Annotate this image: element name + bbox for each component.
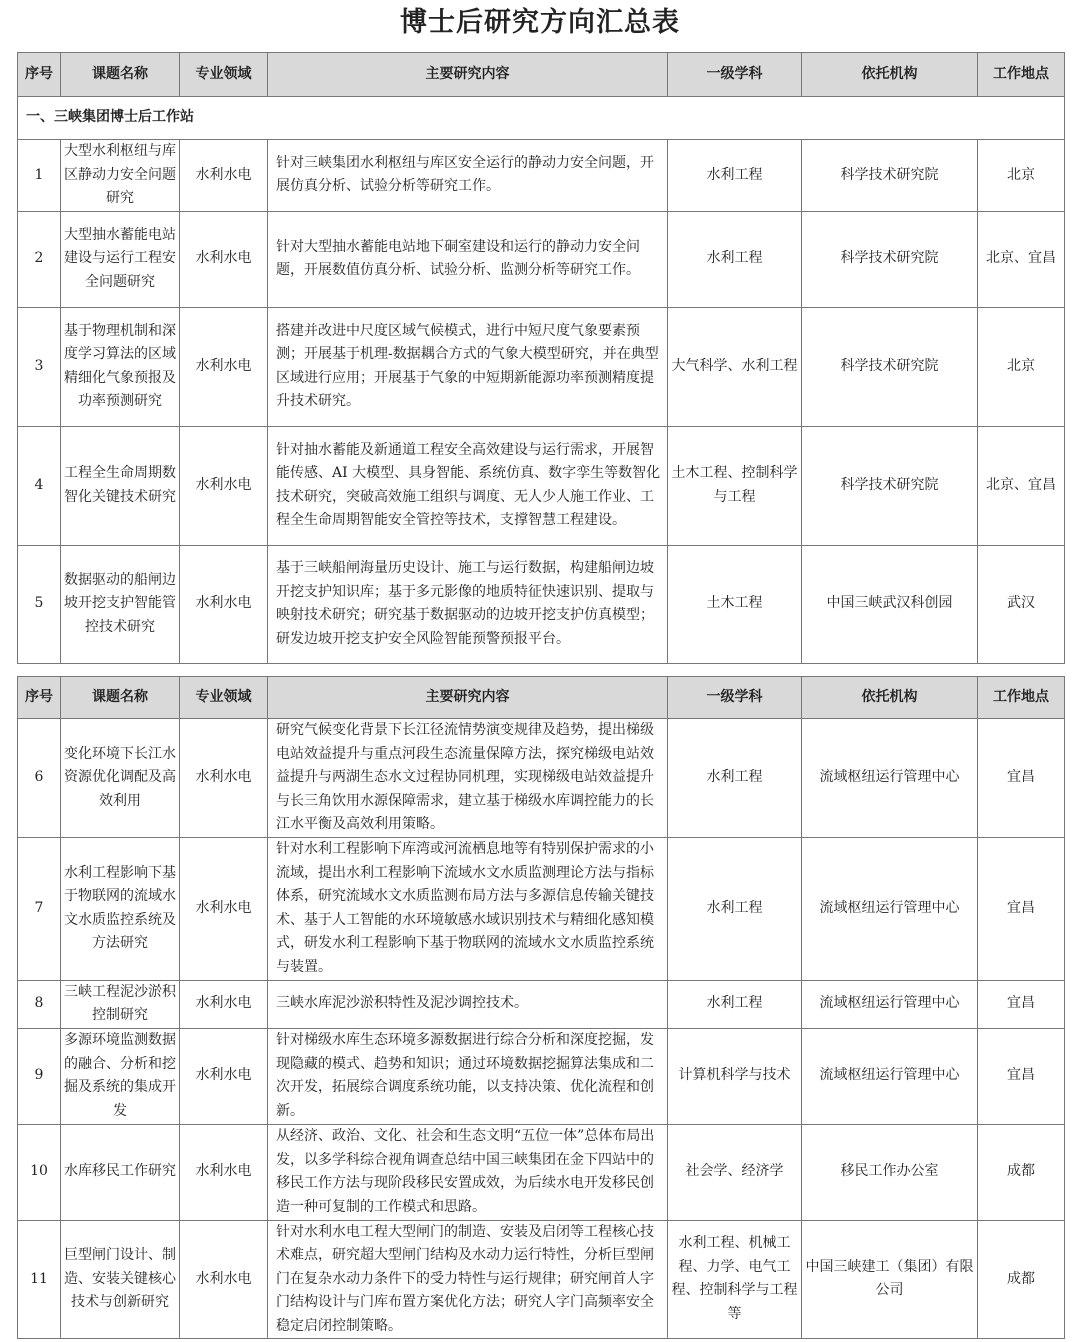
cell-org: 流域枢纽运行管理中心 <box>802 980 978 1028</box>
header-no: 序号 <box>18 53 61 97</box>
cell-topic: 变化环境下长江水资源优化调配及高效利用 <box>61 719 180 838</box>
header-content: 主要研究内容 <box>268 677 668 719</box>
cell-field: 水利水电 <box>180 307 268 426</box>
section-row <box>18 97 1065 140</box>
cell-discipline: 大气科学、水利工程 <box>668 307 802 426</box>
cell-location: 武汉 <box>978 545 1065 663</box>
cell-topic: 水利工程影响下基于物联网的流域水文水质监控系统及方法研究 <box>61 837 180 980</box>
header-discipline: 一级学科 <box>668 53 802 97</box>
header-topic: 课题名称 <box>61 677 180 719</box>
cell-field: 水利水电 <box>180 980 268 1028</box>
header-field: 专业领域 <box>180 53 268 97</box>
cell-topic: 多源环境监测数据的融合、分析和挖掘及系统的集成开发 <box>61 1028 180 1124</box>
cell-content: 基于三峡船闸海量历史设计、施工与运行数据，构建船闸边坡开挖支护知识库；基于多元影像的地质特征快速识别、提取与映射技术研究；研究基于数据驱动的边坡开挖支护仿真模型；研发边坡开挖支护安全风险智能预警预报平台。 <box>268 545 668 663</box>
research-table-2 <box>17 676 1065 1339</box>
cell-field: 水利水电 <box>180 545 268 663</box>
cell-topic: 数据驱动的船闸边坡开挖支护智能管控技术研究 <box>61 545 180 663</box>
cell-org: 科学技术研究院 <box>802 140 978 212</box>
cell-field: 水利水电 <box>180 1028 268 1124</box>
cell-topic: 三峡工程泥沙淤积控制研究 <box>61 980 180 1028</box>
cell-location: 宜昌 <box>978 719 1065 838</box>
cell-content: 针对水利工程影响下库湾或河流栖息地等有特别保护需求的小流域，提出水利工程影响下流域水文水质监测理论方法与指标体系，研究流域水文水质监测布局方法与多源信息传输关键技术、基于人工智能的水环境敏感水域识别技术与精细化感知模式，研发水利工程影响下基于物联网的流域水文水质监控系统与装置。 <box>268 837 668 980</box>
cell-no: 6 <box>18 719 61 838</box>
cell-location: 北京 <box>978 307 1065 426</box>
cell-no: 3 <box>18 307 61 426</box>
cell-no: 10 <box>18 1124 61 1220</box>
cell-topic: 大型水利枢纽与库区静动力安全问题研究 <box>61 140 180 212</box>
research-table-1 <box>17 52 1065 664</box>
cell-content: 针对水利水电工程大型闸门的制造、安装及启闭等工程核心技术难点，研究超大型闸门结构及水动力运行特性，分析巨型闸门在复杂水动力条件下的受力特性与运行规律；研究闸首人字门结构设计与门库布置方案优化方法；研究人字门高频率安全稳定启闭控制策略。 <box>268 1220 668 1339</box>
cell-topic: 工程全生命周期数智化关键技术研究 <box>61 426 180 545</box>
header-no: 序号 <box>18 677 61 719</box>
cell-no: 4 <box>18 426 61 545</box>
table-header-row <box>18 677 1065 719</box>
cell-content: 研究气候变化背景下长江径流情势演变规律及趋势，提出梯级电站效益提升与重点河段生态流量保障方法，探究梯级电站效益提升与两湖生态水文过程协同机理，实现梯级电站效益提升与长三角饮用水源保障需求，建立基于梯级水库调控能力的长江水平衡及高效利用策略。 <box>268 719 668 838</box>
table-row <box>18 1220 1065 1339</box>
cell-content: 针对梯级水库生态环境多源数据进行综合分析和深度挖掘，发现隐藏的模式、趋势和知识；通过环境数据挖掘算法集成和二次开发，拓展综合调度系统功能，以支持决策、优化流程和创新。 <box>268 1028 668 1124</box>
cell-field: 水利水电 <box>180 1220 268 1339</box>
cell-topic: 基于物理机制和深度学习算法的区域精细化气象预报及功率预测研究 <box>61 307 180 426</box>
cell-location: 宜昌 <box>978 980 1065 1028</box>
cell-field: 水利水电 <box>180 719 268 838</box>
cell-topic: 大型抽水蓄能电站建设与运行工程安全问题研究 <box>61 211 180 307</box>
cell-org: 流域枢纽运行管理中心 <box>802 837 978 980</box>
header-org: 依托机构 <box>802 53 978 97</box>
table-row <box>18 837 1065 980</box>
table-row <box>18 1028 1065 1124</box>
cell-no: 8 <box>18 980 61 1028</box>
page-title: 博士后研究方向汇总表 <box>400 7 680 38</box>
header-org: 依托机构 <box>802 677 978 719</box>
cell-no: 1 <box>18 140 61 212</box>
cell-field: 水利水电 <box>180 837 268 980</box>
cell-discipline: 土木工程 <box>668 545 802 663</box>
cell-location: 成都 <box>978 1220 1065 1339</box>
header-content: 主要研究内容 <box>268 53 668 97</box>
cell-field: 水利水电 <box>180 140 268 212</box>
cell-discipline: 土木工程、控制科学与工程 <box>668 426 802 545</box>
table-row <box>18 426 1065 545</box>
cell-content: 搭建并改进中尺度区域气候模式，进行中短尺度气象要素预测；开展基于机理-数据耦合方式的气象大模型研究，并在典型区域进行应用；开展基于气象的中短期新能源功率预测精度提升技术研究。 <box>268 307 668 426</box>
cell-org: 科学技术研究院 <box>802 307 978 426</box>
cell-org: 中国三峡建工（集团）有限公司 <box>802 1220 978 1339</box>
table-row <box>18 307 1065 426</box>
cell-field: 水利水电 <box>180 426 268 545</box>
cell-location: 北京、宜昌 <box>978 211 1065 307</box>
cell-field: 水利水电 <box>180 1124 268 1220</box>
table-row <box>18 211 1065 307</box>
table-row <box>18 140 1065 212</box>
cell-content: 针对大型抽水蓄能电站地下硐室建设和运行的静动力安全问题，开展数值仿真分析、试验分析、监测分析等研究工作。 <box>268 211 668 307</box>
cell-no: 7 <box>18 837 61 980</box>
cell-discipline: 社会学、经济学 <box>668 1124 802 1220</box>
header-field: 专业领域 <box>180 677 268 719</box>
header-location: 工作地点 <box>978 677 1065 719</box>
cell-location: 成都 <box>978 1124 1065 1220</box>
header-topic: 课题名称 <box>61 53 180 97</box>
cell-discipline: 水利工程 <box>668 980 802 1028</box>
table-row <box>18 1124 1065 1220</box>
cell-content: 从经济、政治、文化、社会和生态文明“五位一体”总体布局出发，以多学科综合视角调查总结中国三峡集团在金下四站中的移民工作方法与现阶段移民安置成效，为后续水电开发移民创造一种可复制的工作模式和思路。 <box>268 1124 668 1220</box>
cell-discipline: 水利工程、机械工程、力学、电气工程、控制科学与工程等 <box>668 1220 802 1339</box>
cell-topic: 水库移民工作研究 <box>61 1124 180 1220</box>
cell-discipline: 水利工程 <box>668 140 802 212</box>
cell-location: 北京、宜昌 <box>978 426 1065 545</box>
cell-no: 5 <box>18 545 61 663</box>
cell-no: 9 <box>18 1028 61 1124</box>
cell-location: 宜昌 <box>978 837 1065 980</box>
cell-discipline: 水利工程 <box>668 837 802 980</box>
cell-content: 针对抽水蓄能及新通道工程安全高效建设与运行需求，开展智能传感、AI 大模型、具身智能、系统仿真、数字孪生等数智化技术研究，突破高效施工组织与调度、无人少人施工作业、工程全生命周期智能安全管控等技术，支撑智慧工程建设。 <box>268 426 668 545</box>
section-title: 一、三峡集团博士后工作站 <box>18 97 1065 140</box>
cell-org: 移民工作办公室 <box>802 1124 978 1220</box>
cell-content: 针对三峡集团水利枢纽与库区安全运行的静动力安全问题，开展仿真分析、试验分析等研究工作。 <box>268 140 668 212</box>
cell-location: 宜昌 <box>978 1028 1065 1124</box>
cell-no: 11 <box>18 1220 61 1339</box>
table-row <box>18 980 1065 1028</box>
table-row <box>18 719 1065 838</box>
cell-org: 中国三峡武汉科创园 <box>802 545 978 663</box>
table-header-row <box>18 53 1065 97</box>
cell-discipline: 计算机科学与技术 <box>668 1028 802 1124</box>
cell-org: 流域枢纽运行管理中心 <box>802 719 978 838</box>
header-location: 工作地点 <box>978 53 1065 97</box>
cell-org: 流域枢纽运行管理中心 <box>802 1028 978 1124</box>
cell-org: 科学技术研究院 <box>802 211 978 307</box>
header-discipline: 一级学科 <box>668 677 802 719</box>
table-row <box>18 545 1065 663</box>
cell-field: 水利水电 <box>180 211 268 307</box>
cell-content: 三峡水库泥沙淤积特性及泥沙调控技术。 <box>268 980 668 1028</box>
cell-discipline: 水利工程 <box>668 719 802 838</box>
cell-org: 科学技术研究院 <box>802 426 978 545</box>
cell-topic: 巨型闸门设计、制造、安装关键核心技术与创新研究 <box>61 1220 180 1339</box>
cell-location: 北京 <box>978 140 1065 212</box>
cell-no: 2 <box>18 211 61 307</box>
cell-discipline: 水利工程 <box>668 211 802 307</box>
